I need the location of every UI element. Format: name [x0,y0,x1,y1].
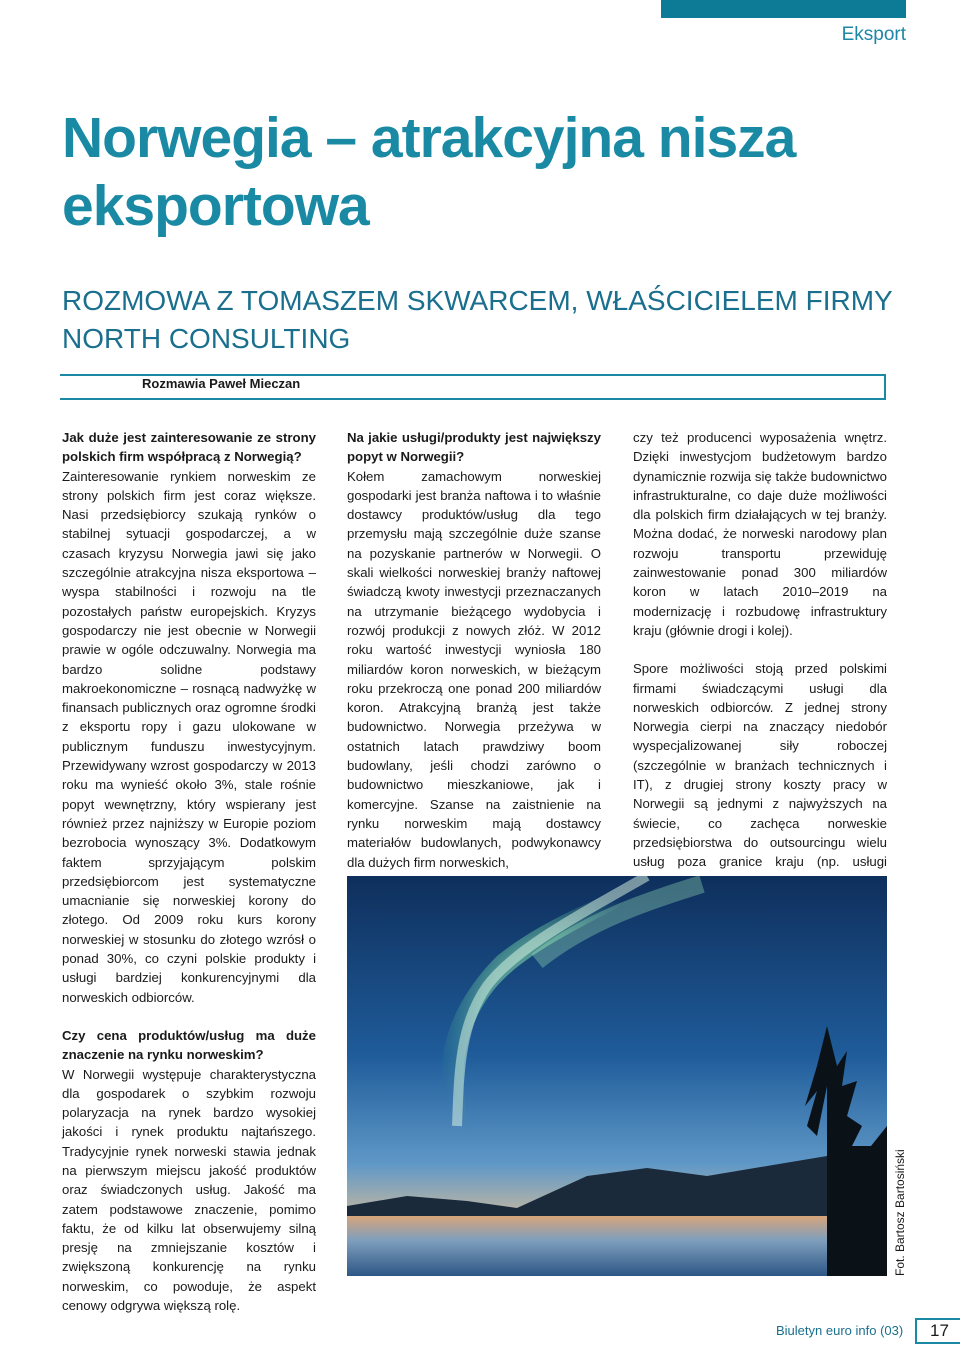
header-color-bar [661,0,906,18]
section-label: Eksport [841,24,906,45]
column-2 [347,428,601,872]
answer-3-services: Spore możliwości stoją przed polskimi firmami świadczącymi usługi dla norweskich odbiorców. Z jednej strony Norwegia cierpi na znaczący niedobór wyspecjalizowanej siły roboczej (szczególnie w branżach technicznych i IT), z drugiej strony koszty pracy w Norwegii są jednymi z najwyższych na świecie, co zachęca norweskie przedsiębiorstwa do outsourcingu wielu usług poza granice kraju (np. usługi [633,661,887,870]
footer-publication: Biuletyn euro info (03) [776,1323,904,1338]
answer-3: Kołem zamachowym norweskiej gospodarki jest branża naftowa i to właśnie dostawcy produktów/usług dla tego przemysłu mają szczególnie duże szanse na pozyskanie partnerów w Norwegii. O skali wielkości norweskiej branży naftowej świadczą kwoty inwestycji przeznaczanych na utrzymanie bieżącego wydobycia i rozwój produkcji z nowych złóż. W 2012 roku wartość inwestycji wyniosła 180 miliardów koron norweskich, w bieżącym roku przekroczą one ponad 200 miliardów koron. Atrakcyjną branżą jest także budownictwo. Norwegia przeżywa w ostatnich latach prawdziwy boom budowlany, jeśli chodzi zarówno o budownictwo mieszkaniowe, jak i komercyjne. Szanse na zaistnienie na rynku norweskim mają dostawcy materiałów budowlanych, podwykonawcy dla dużych firm norweskich, [347,468,601,870]
answer-2: W Norwegii występuje charakterystyczna dla gospodarek o szybkim rozwoju polaryzacja na rynek bardzo wysokiej jakości i rynek produktu najtańszego. Tradycyjnie rynek norweski stawia jednak na pierwszym miejscu jakość produktów oraz świadczonych usług. Jakość ma zatem podstawowe znaczenie, pomimo faktu, że od kilku lat obserwujemy silną presję na zmniejszanie kosztów i zwiększoną konkurencję na rynku norweskim, co powoduje, że aspekt cenowy odgrywa większą rolę. [62,1066,316,1314]
article-subtitle: ROZMOWA Z TOMASZEM SKWARCEM, WŁAŚCICIELEM FIRMY NORTH CONSULTING [62,285,893,354]
page-number: 17 [915,1318,960,1344]
question-3: Na jakie usługi/produkty jest największy popyt w Norwegii? [347,430,601,465]
answer-1: Zainteresowanie rynkiem norweskim ze strony polskich firm jest coraz większe. Nasi przedsiębiorcy szukają rynków o stabilnej sytuacji gospodarczej, a w czasach kryzysu Norwegia jawi się jako szczególnie atrakcyjna nisza eksportowa – wyspa stabilności i rozwoju na tle pozostałych państw europejskich. Kryzys gospodarczy nie jest obecnie w Norwegii prawie w ogóle odczuwalny. Norwegia ma bardzo solidne podstawy makroekonomiczne – rosnącą nadwyżkę w finansach publicznych oraz ogromne środki z eksportu ropy i gazu ulokowane w publicznym funduszu inwestycyjnym. Przewidywany wzrost gospodarczy w 2013 roku ma wynieść około 3%, stale rośnie popyt wewnętrzny, który wspierany jest również przez najniższy w Europie poziom bezrobocia wynoszący 3%. Dodatkowym faktem sprzyjającym polskim przedsiębiorcom jest systematyczne umacnianie się norweskiej korony do złotego. Od 2009 roku kurs korony norweskiej w stosunku do złotego wzrósł o ponad 30%, co czyni polskie produkty i usługi bardziej konkurencyjnymi dla norweskich odbiorców. [62,468,316,1005]
aurora-illustration [347,876,887,1276]
aurora-photo [347,876,887,1276]
answer-3-continued: czy też producenci wyposażenia wnętrz. Dzięki inwestycjom budżetowym bardzo dynamicznie rozwija się także budownictwo infrastrukturalne, co daje duże możliwości dla polskich firm działających w tej branży. Można dodać, że norweski narodowy plan rozwoju transportu przewiduję zainwestowanie ponad 300 miliardów koron w latach 2010–2019 na modernizację i rozbudowę infrastruktury kraju (głównie drogi i kolej). [633,430,887,638]
photo-credit-text: Fot. Bartosz Bartosiński [893,1149,907,1276]
question-2: Czy cena produktów/usług ma duże znaczenie na rynku norweskim? [62,1027,316,1063]
byline: Rozmawia Paweł Mieczan [142,376,301,391]
column-3 [633,428,887,891]
question-1: Jak duże jest zainteresowanie ze strony polskich firm współpracą z Norwegią? [62,430,316,465]
article-title: Norwegia – atrakcyjna nisza eksportowa [62,106,796,238]
column-1 [62,428,316,1315]
